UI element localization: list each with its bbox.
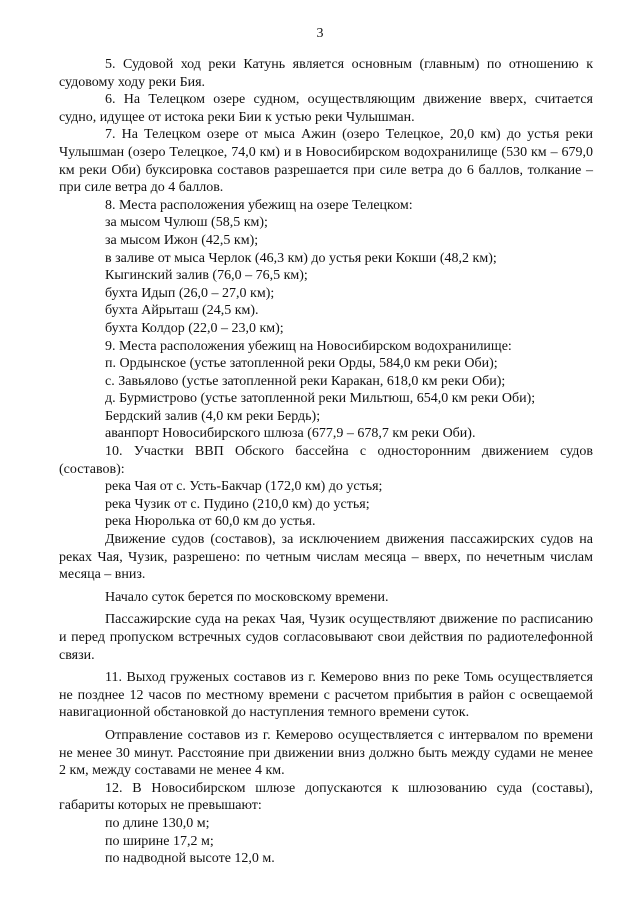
paragraph-10-movement: Движение судов (составов), за исключением движения пассажирских судов на реках Чая, Чузик, разрешено: по четным числам месяца – вверх, по нечетным числам месяца – вниз. xyxy=(59,532,593,583)
list-item: по надводной высоте 12,0 м. xyxy=(105,851,275,867)
paragraph-10-passenger: Пассажирские суда на реках Чая, Чузик осуществляют движение по расписанию и перед пропуском встречных судов согласовывают свои действия по радиотелефонной связи. xyxy=(59,612,593,663)
list-item: в заливе от мыса Черлок (46,3 км) до устья реки Кокши (48,2 км); xyxy=(105,250,497,266)
list-item: д. Бурмистрово (устье затопленной реки Мильтюш, 654,0 км реки Оби); xyxy=(105,391,536,407)
page-number: 3 xyxy=(316,26,324,41)
list-item: по ширине 17,2 м; xyxy=(105,833,214,849)
list-item: за мысом Чулюш (58,5 км); xyxy=(105,215,268,231)
list-item: бухта Идып (26,0 – 27,0 км); xyxy=(105,285,275,301)
list-item: по длине 130,0 м; xyxy=(105,815,210,831)
paragraph-10-day-start: Начало суток берется по московскому времени. xyxy=(105,589,389,605)
list-item: бухта Колдор (22,0 – 23,0 км); xyxy=(105,320,284,336)
paragraph-5: 5. Судовой ход реки Катунь является основным (главным) по отношению к судовому ходу реки Бия. xyxy=(59,57,593,90)
paragraph-9-title: 9. Места расположения убежищ на Новосибирском водохранилище: xyxy=(105,338,512,354)
list-item: Бердский залив (4,0 км реки Бердь); xyxy=(105,408,321,424)
list-item: аванпорт Новосибирского шлюза (677,9 – 678,7 км реки Оби). xyxy=(105,426,476,442)
list-item: река Нюролька от 60,0 км до устья. xyxy=(105,514,316,530)
list-item: река Чузик от с. Пудино (210,0 км) до устья; xyxy=(105,496,370,512)
paragraph-12-title: 12. В Новосибирском шлюзе допускаются к шлюзованию суда (составы), габариты которых не превышают: xyxy=(59,780,593,814)
list-item: с. Завьялово (устье затопленной реки Каракан, 618,0 км реки Оби); xyxy=(105,373,506,389)
paragraph-8-title: 8. Места расположения убежищ на озере Телецком: xyxy=(105,197,413,213)
list-item: за мысом Ижон (42,5 км); xyxy=(105,232,259,248)
paragraph-6: 6. На Телецком озере судном, осуществляющим движение вверх, считается судно, идущее от истока реки Бии к устью реки Чулышман. xyxy=(59,92,593,125)
list-item: Кыгинский залив (76,0 – 76,5 км); xyxy=(105,268,308,284)
paragraph-11: 11. Выход груженых составов из г. Кемерово вниз по реке Томь осуществляется не позднее 12 часов по местному времени с расчетом прибытия в район с освещаемой навигационной обстановкой до наступления темного времени суток. xyxy=(59,670,593,721)
paragraph-7: 7. На Телецком озере от мыса Ажин (озеро Телецкое, 20,0 км) до устья реки Чулышман (озеро Телецкое, 74,0 км) и в Новосибирском водохранилище (530 км – 679,0 км реки Оби) буксировка составов разрешается при силе ветра до 6 баллов, толкание – при силе ветра до 4 баллов. xyxy=(59,127,593,196)
list-item: река Чая от с. Усть-Бакчар (172,0 км) до устья; xyxy=(105,479,383,495)
list-item: п. Ордынское (устье затопленной реки Орды, 584,0 км реки Оби); xyxy=(105,356,498,372)
list-item: бухта Айрыташ (24,5 км). xyxy=(105,303,259,319)
paragraph-10-title: 10. Участки ВВП Обского бассейна с односторонним движением судов (составов): xyxy=(59,444,593,477)
paragraph-11-departure: Отправление составов из г. Кемерово осуществляется с интервалом по времени не менее 30 минут. Расстояние при движении вниз должно быть между судами не менее 2 км, между составами не менее 4 км. xyxy=(59,727,593,779)
document-body xyxy=(59,56,593,868)
